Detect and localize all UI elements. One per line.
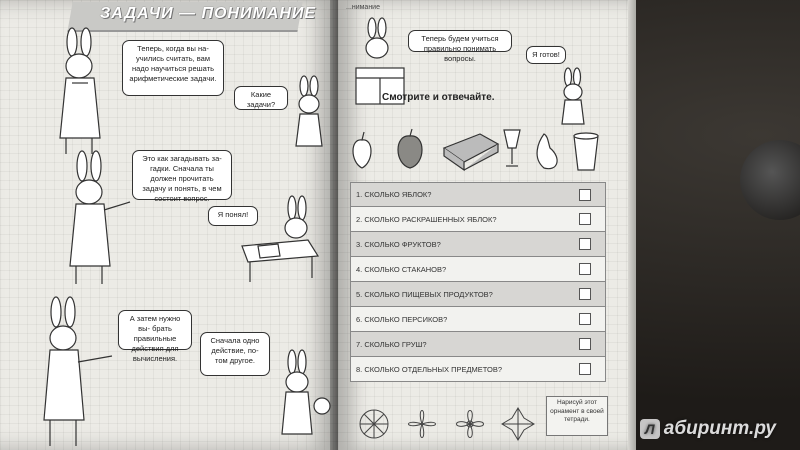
table-row xyxy=(350,232,606,257)
banner-title: ЗАДАЧИ — ПОНИМАНИЕ xyxy=(100,5,317,22)
watermark-text: абиринт.ру xyxy=(663,418,776,439)
question-label: 2. СКОЛЬКО РАСКРАШЕННЫХ ЯБЛОК? xyxy=(356,214,497,224)
labirint-logo-icon: Л xyxy=(640,419,660,439)
answer-box xyxy=(579,313,591,325)
table-row xyxy=(350,307,606,332)
pupil-reading-bunny-illustration xyxy=(238,196,328,291)
page-edge xyxy=(628,0,636,450)
question-label: 6. СКОЛЬКО ПЕРСИКОВ? xyxy=(356,314,448,324)
pupil-bunny-with-ball-illustration xyxy=(276,350,336,450)
watermark xyxy=(640,418,776,440)
speech-bubble: Теперь будем учиться правильно понимать вопросы. xyxy=(408,30,512,52)
table-row xyxy=(350,282,606,307)
pear-icon xyxy=(537,134,557,169)
teacher-pointing-bunny-illustration xyxy=(34,296,124,450)
items-illustration xyxy=(348,128,610,178)
table-row xyxy=(350,182,606,207)
page-header: ...нимание xyxy=(346,4,380,11)
speech-bubble: Сначала одно действие, по- том другое. xyxy=(200,332,270,376)
glass-icon xyxy=(574,133,598,170)
speech-bubble: Какие задачи? xyxy=(234,86,288,110)
table-row xyxy=(350,207,606,232)
answer-box xyxy=(579,238,591,250)
pupil-bunny-illustration xyxy=(290,76,330,161)
table-row xyxy=(350,357,606,382)
speech-bubble: Я готов! xyxy=(526,46,566,64)
exercise-title: Смотрите и отвечайте. xyxy=(382,92,495,103)
apple-icon xyxy=(353,132,371,168)
speech-bubble: Это как загадывать за- гадки. Сначала ты должен прочитать задачу и понять, в чем состоит вопрос. xyxy=(132,150,232,200)
teacher-bunny-illustration xyxy=(52,28,112,163)
answer-box xyxy=(579,189,591,201)
cheese-icon xyxy=(444,134,498,170)
question-label: 7. СКОЛЬКО ГРУШ? xyxy=(356,339,427,349)
question-label: 8. СКОЛЬКО ОТДЕЛЬНЫХ ПРЕДМЕТОВ? xyxy=(356,364,503,374)
apple-icon xyxy=(398,129,422,168)
question-label: 5. СКОЛЬКО ПИЩЕВЫХ ПРОДУКТОВ? xyxy=(356,289,493,299)
right-page xyxy=(338,0,630,450)
left-page xyxy=(0,0,338,450)
question-label: 4. СКОЛЬКО СТАКАНОВ? xyxy=(356,264,447,274)
table-row xyxy=(350,332,606,357)
answer-box xyxy=(579,288,591,300)
pupil-bunny-illustration xyxy=(556,68,592,133)
speech-bubble: А затем нужно вы- брать правильные действия для вычисления. xyxy=(118,310,192,350)
questions-table xyxy=(350,182,606,382)
answer-box xyxy=(579,213,591,225)
goblet-icon xyxy=(504,130,520,166)
ornament-pattern xyxy=(350,398,542,444)
teacher-bunny-illustration xyxy=(60,150,140,295)
speech-bubble: Я понял! xyxy=(208,206,258,226)
answer-box xyxy=(579,338,591,350)
table-row xyxy=(350,257,606,282)
question-label: 1. СКОЛЬКО ЯБЛОК? xyxy=(356,190,432,199)
instruction-note: Нарисуй этот орнамент в своей тетради. xyxy=(546,396,608,436)
answer-box xyxy=(579,363,591,375)
speech-bubble: Теперь, когда вы на- учились считать, вам надо научиться решать арифметические задачи. xyxy=(122,40,224,96)
answer-box xyxy=(579,263,591,275)
question-label: 3. СКОЛЬКО ФРУКТОВ? xyxy=(356,239,441,249)
